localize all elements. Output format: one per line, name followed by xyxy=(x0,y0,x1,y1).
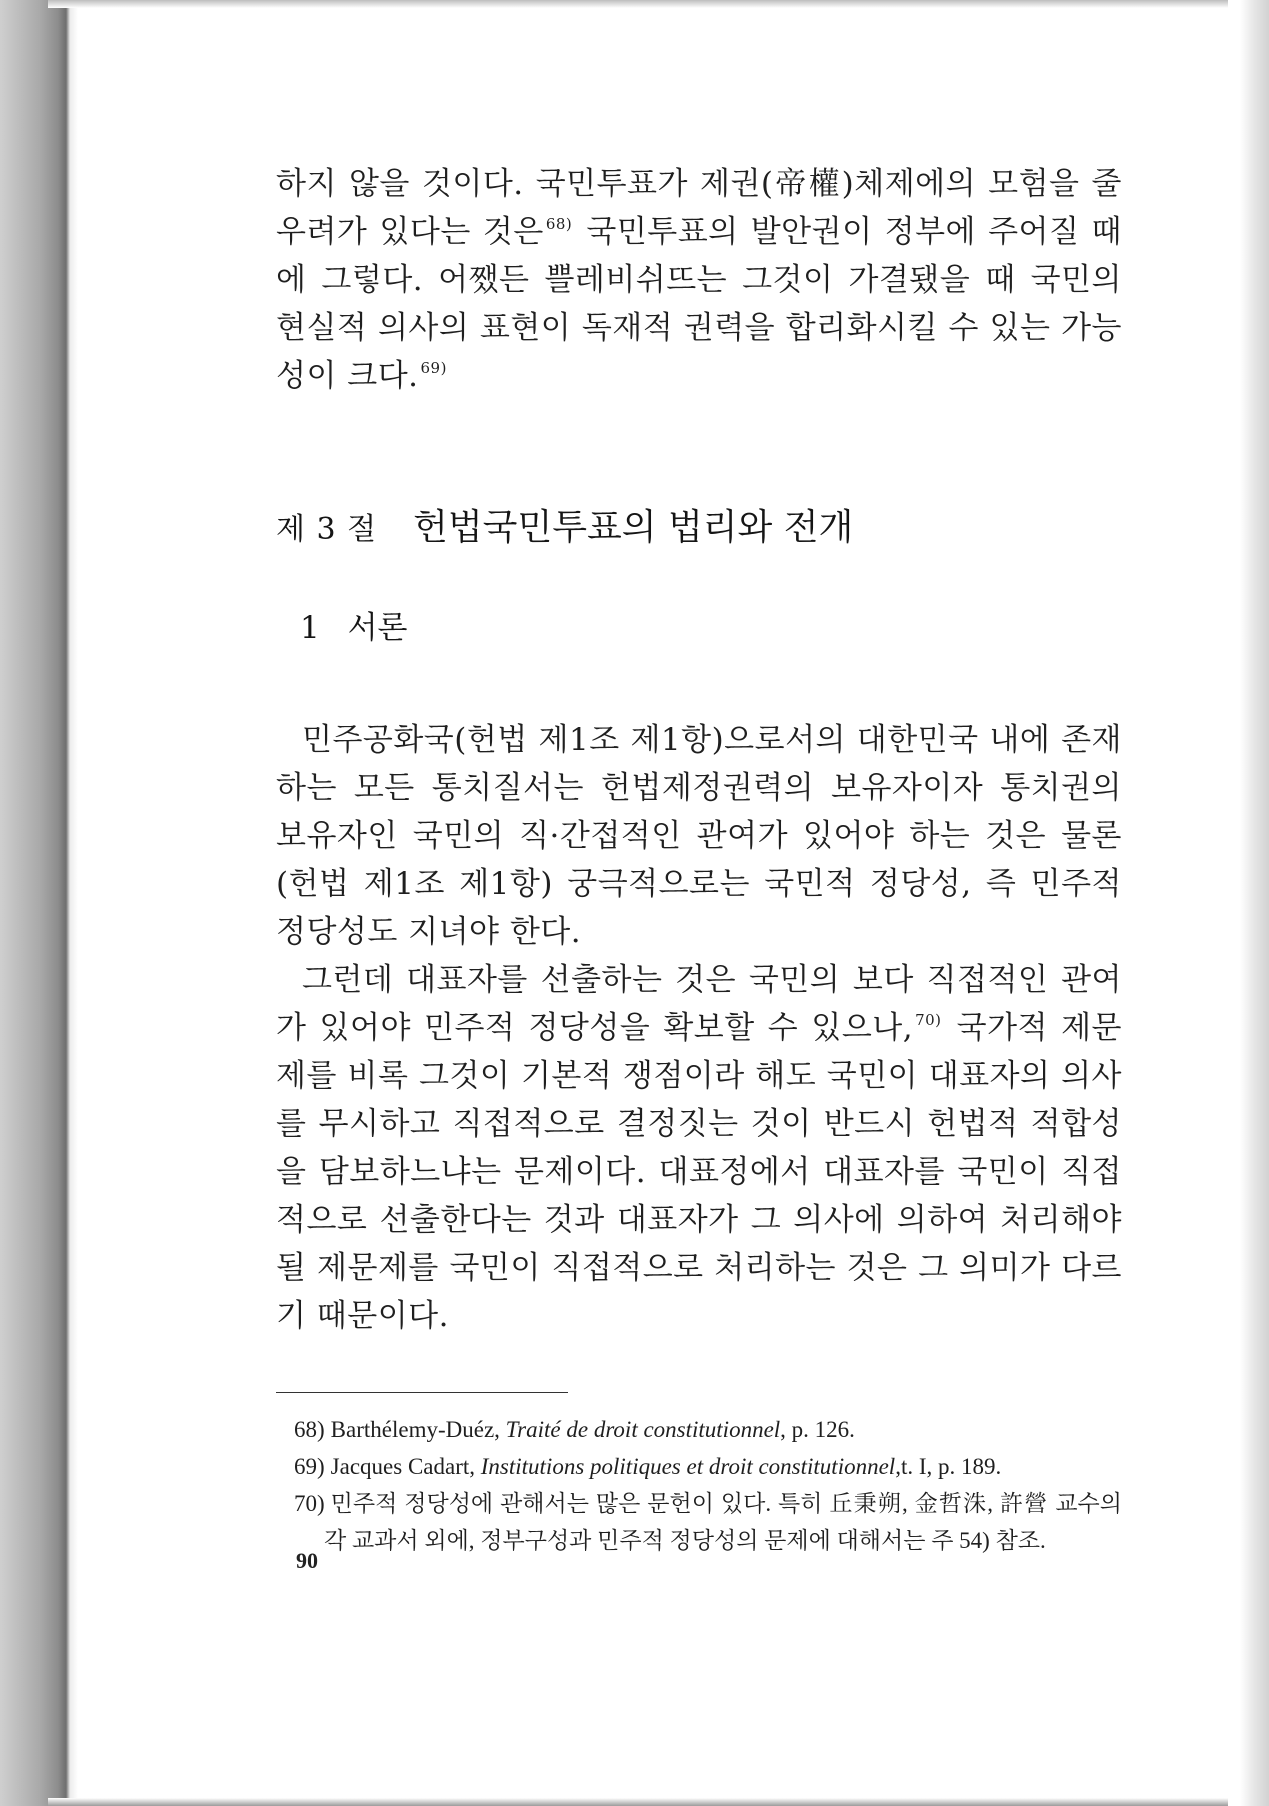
footnote-69 xyxy=(276,1448,1122,1485)
page-top-edge xyxy=(48,0,1228,8)
footnote-number: 70) xyxy=(294,1491,325,1516)
footnote-ref-69: 69) xyxy=(420,359,447,377)
footnote-author: Jacques Cadart, xyxy=(330,1454,481,1479)
paragraph-main xyxy=(276,956,1122,1340)
page-bottom-edge xyxy=(48,1798,1228,1806)
section-heading xyxy=(276,504,1122,554)
paragraph-main-text-a: 그런데 대표자를 선출하는 것은 국민의 보다 직접적인 관여가 있어야 민주적 정당성을 확보할 수 있으나, xyxy=(276,962,1122,1046)
footnotes xyxy=(276,1411,1122,1559)
footnote-citation-rest: ,t. I, p. 189. xyxy=(895,1454,1002,1479)
footnote-ref-70: 70) xyxy=(915,1011,942,1029)
body-block xyxy=(276,716,1122,1340)
footnote-number: 68) xyxy=(294,1417,325,1442)
footnote-number: 69) xyxy=(294,1454,325,1479)
paragraph-intro: 민주공화국(헌법 제1조 제1항)으로서의 대한민국 내에 존재하는 모든 통치질서는 헌법제정권력의 보유자이자 통치권의 보유자인 국민의 직·간접적인 관여가 있어야 하는 것은 물론(헌법 제1조 제1항) 궁극적으로는 국민적 정당성, 즉 민주적 정당성도 지녀야 한다. xyxy=(276,722,1122,950)
paragraph-main-text-b: 국가적 제문제를 비록 그것이 기본적 쟁점이라 해도 국민이 대표자의 의사를 무시하고 직접적으로 결정짓는 것이 반드시 헌법적 적합성을 담보하느냐는 문제이다. 대표정에서 대표자를 국민이 직접적으로 선출한다는 것과 대표자가 그 의사에 의하여 처리해야 될 제문제를 국민이 직접적으로 처리하는 것은 그 의미가 다르기 때문이다. xyxy=(276,1010,1122,1334)
section-number: 제 3 절 xyxy=(276,512,378,547)
footnote-ref-68: 68) xyxy=(545,215,573,233)
footnote-70 xyxy=(276,1485,1122,1559)
book-spine-shadow xyxy=(0,0,78,1806)
subsection-number: 1 xyxy=(300,610,320,646)
subsection-heading xyxy=(300,606,1122,650)
page-content xyxy=(276,160,1122,1559)
footnote-divider xyxy=(276,1392,568,1393)
paragraph-top-text-b: 국민투표의 발안권이 정부에 주어질 때에 그렇다. 어쨌든 쁠레비쉬뜨는 그것이 가결됐을 때 국민의 현실적 의사의 표현이 독재적 권력을 합리화시킬 수 있는 가능성이 크다. xyxy=(276,214,1122,394)
footnote-citation-rest: 민주적 정당성에 관해서는 많은 문헌이 있다. 특히 丘秉朔, 金哲洙, 許營 교수의 각 교과서 외에, 정부구성과 민주적 정당성의 문제에 대해서는 주 54) 참조. xyxy=(324,1491,1122,1553)
footnote-work-title: Traité de droit constitutionnel xyxy=(505,1417,781,1442)
page-number: 90 xyxy=(296,1548,318,1573)
paragraph-top xyxy=(276,160,1122,400)
footnote-68 xyxy=(276,1411,1122,1448)
footnote-citation-rest: , p. 126. xyxy=(780,1417,855,1442)
page-right-edge xyxy=(1240,0,1269,1806)
section-title: 헌법국민투표의 법리와 전개 xyxy=(413,507,854,548)
footnote-author: Barthélemy-Duéz, xyxy=(330,1417,506,1442)
footnote-work-title: Institutions politiques et droit constitutionnel xyxy=(480,1454,896,1479)
paragraph-top-text-a: 하지 않을 것이다. 국민투표가 제권(帝權)체제에의 모험을 줄 우려가 있다는 것은 xyxy=(276,166,1122,250)
subsection-title: 서론 xyxy=(347,610,408,646)
